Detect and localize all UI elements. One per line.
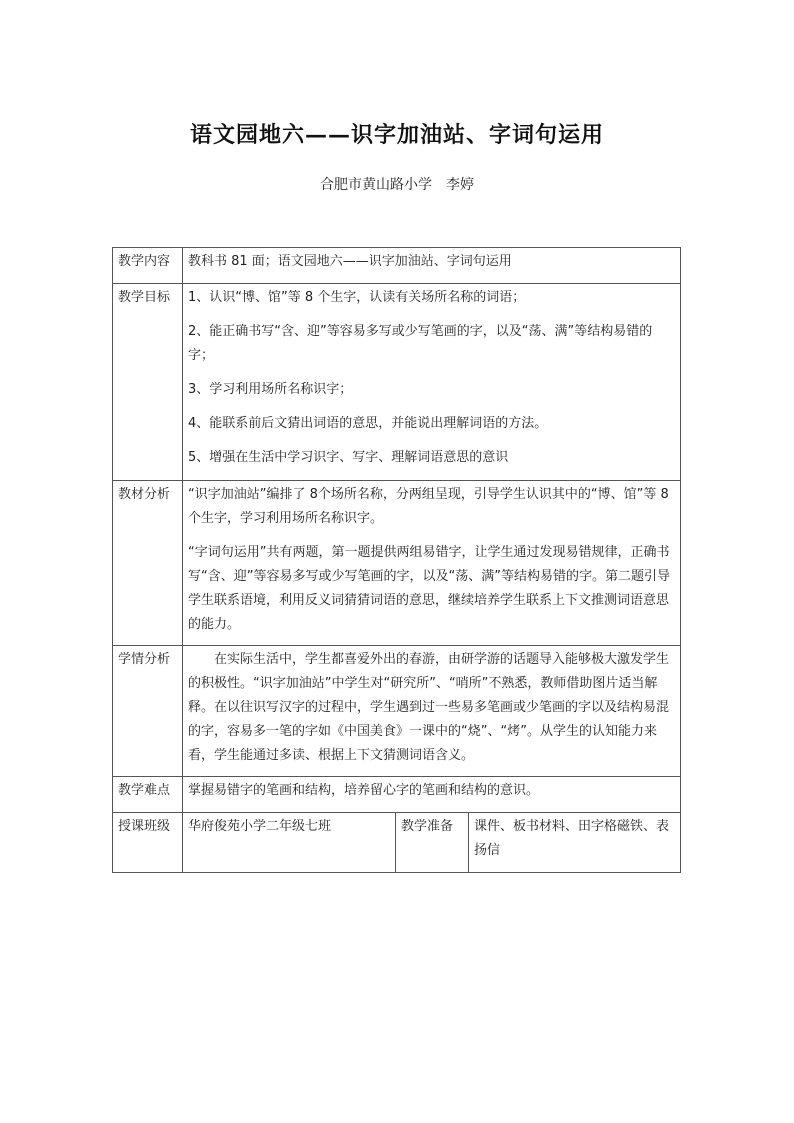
label-class: 授课班级 [113,813,183,873]
teaching-difficulty-text: 掌握易错字的笔画和结构，培养留心字的笔画和结构的意识。 [183,777,681,813]
label-student-analysis: 学情分析 [113,646,183,777]
goal-item: 4、能联系前后文猜出词语的意思，并能说出理解词语的方法。 [188,416,548,431]
goal-item: 1、认识“博、馆”等 8 个生字，认读有关场所名称的词语； [188,290,526,305]
material-analysis-cell [183,481,681,646]
label-teaching-goals: 教学目标 [113,284,183,481]
class-text: 华府俊苑小学二年级七班 [183,813,396,873]
row-class-and-prep [113,813,681,873]
label-preparation: 教学准备 [396,813,469,873]
teaching-goals-cell [183,284,681,481]
teaching-content-text: 教科书 81 面；语文园地六——识字加油站、字词句运用 [183,248,681,284]
label-material-analysis: 教材分析 [113,481,183,646]
label-teaching-content: 教学内容 [113,248,183,284]
preparation-text: 课件、板书材料、田字格磁铁、表扬信 [469,813,681,873]
material-paragraph-2: “字词句运用”共有两题，第一题提供两组易错字，让学生通过发现易错规律，正确书写“含、迎”等容易多写或少写笔画的字，以及“荡、满”等结构易错的字。第二题引导学生联系语境，利用反义词猜猜词语的意思，继续培养学生联系上下文推测词语意思的能力。 [188,545,670,632]
row-teaching-content [113,248,681,284]
row-student-analysis [113,646,681,777]
material-paragraph-1: “识字加油站”编排了 8个场所名称，分两组呈现，引导学生认识其中的“博、馆”等 8个生字，学习利用场所名称识字。 [188,487,669,526]
goal-item: 2、能正确书写“含、迎”等容易多写或少写笔画的字，以及“荡、满”等结构易错的字； [188,324,653,363]
student-analysis-text: 在实际生活中，学生都喜爱外出的春游，由研学游的话题导入能够极大激发学生的积极性。“识字加油站”中学生对“研究所”、“哨所”不熟悉，教师借助图片适当解释。在以往识写汉字的过程中，学生遇到过一些易多笔画或少笔画的字以及结构易混的字，容易多一笔的字如《中国美食》一课中的“烧”、“烤”。从学生的认知能力来看，学生能通过多读、根据上下文猜测词语含义。 [183,646,681,777]
author-line: 合肥市黄山路小学 李婷 [320,177,474,193]
lesson-plan-table [112,247,681,873]
label-teaching-difficulty: 教学难点 [113,777,183,813]
goal-item: 3、学习利用场所名称识字； [188,382,353,397]
row-teaching-difficulty [113,777,681,813]
row-teaching-goals [113,284,681,481]
document-title: 语文园地六——识字加油站、字词句运用 [189,122,604,148]
goal-item: 5、增强在生活中学习识字、写字、理解词语意思的意识 [188,450,509,465]
row-material-analysis [113,481,681,646]
